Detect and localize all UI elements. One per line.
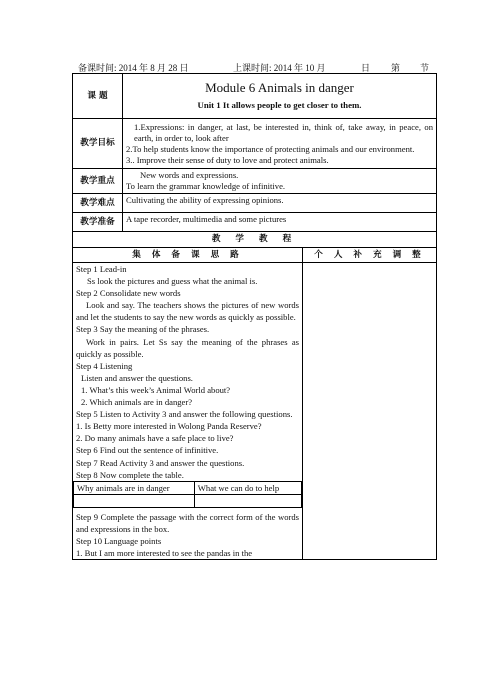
prep-row — [73, 213, 437, 232]
why-in-danger-header: Why animals are in danger — [74, 481, 195, 494]
objective-3: 3.. Improve their sense of duty to love and protect animals. — [126, 155, 329, 165]
prep-label: 教学准备 — [73, 213, 123, 232]
step-4-detail: Listen and answer the questions. — [81, 372, 193, 383]
step-2-detail: Look and say. The teachers shows the pictures of new words and let the students to say the new words as quickly as possible. — [76, 300, 299, 323]
difficult-row — [73, 194, 437, 213]
step-1: Step 1 Lead-in — [76, 264, 127, 274]
key-points-row — [73, 169, 437, 194]
step-8: Step 8 Now complete the table. — [76, 469, 184, 480]
key-points-label: 教学重点 — [73, 169, 123, 194]
module-title: Module 6 Animals in danger — [205, 80, 354, 95]
step-5: Step 5 Listen to Activity 3 and answer the following questions. — [76, 409, 293, 420]
class-section: 节 — [420, 63, 430, 73]
step-3: Step 3 Say the meaning of the phrases. — [76, 324, 210, 335]
collective-prep-header: 集 体 备 课 思 路 — [73, 248, 303, 263]
class-time: 上课时间: 2014 年 10 月 — [233, 63, 326, 73]
step-4-question-2: 2. Which animals are in danger? — [81, 397, 193, 408]
step-6: Step 6 Find out the sentence of infinitive. — [76, 445, 219, 456]
step-10: Step 10 Language points — [76, 535, 162, 546]
column-header-row — [73, 248, 437, 263]
step-10-point-1: 1. But I am more interested to see the pandas in the — [76, 547, 253, 558]
step-5-question-1: 1. Is Betty more interested in Wolong Panda Reserve? — [76, 421, 262, 432]
animals-table-header — [74, 481, 302, 494]
prep-materials: A tape recorder, multimedia and some pictures — [123, 213, 437, 232]
animals-table — [73, 481, 302, 508]
topic-label: 课 题 — [73, 74, 123, 119]
step-3-detail: Work in pairs. Let Ss say the meaning of the phrases as quickly as possible. — [76, 336, 299, 359]
difficult-point: Cultivating the ability of expressing opinions. — [123, 194, 437, 213]
objective-1: 1.Expressions: in danger, at last, be interested in, think of, take away, in peace, on earth, in order to, look after — [134, 122, 433, 143]
steps-row — [73, 263, 437, 560]
lesson-plan-table — [72, 73, 437, 560]
class-day: 日 — [361, 63, 371, 73]
what-we-can-do-header: What we can do to help — [194, 481, 301, 494]
step-7: Step 7 Read Activity 3 and answer the questions. — [76, 457, 245, 468]
topic-row — [73, 74, 437, 119]
personal-adjust-cell — [303, 263, 437, 560]
objectives-cell — [123, 119, 437, 169]
objective-2: 2.To help students know the importance of protecting animals and our environment. — [126, 144, 415, 154]
what-we-can-do-cell — [194, 494, 301, 507]
key-point-1: New words and expressions. — [140, 170, 239, 180]
why-in-danger-cell — [74, 494, 195, 507]
difficult-label: 教学难点 — [73, 194, 123, 213]
unit-title: Unit 1 It allows people to get closer to them. — [197, 100, 362, 110]
topic-cell — [123, 74, 437, 119]
prep-time: 备课时间: 2014 年 8 月 28 日 — [78, 63, 189, 73]
steps-cell — [73, 263, 303, 560]
personal-adjust-header: 个 人 补 充 调 整 — [303, 248, 437, 263]
step-5-question-2: 2. Do many animals have a safe place to live? — [76, 433, 234, 444]
objectives-row — [73, 119, 437, 169]
process-band-row — [73, 232, 437, 248]
step-9: Step 9 Complete the passage with the correct form of the words and expressions in the box. — [76, 511, 299, 534]
key-points-cell — [123, 169, 437, 194]
objectives-label: 教学目标 — [73, 119, 123, 169]
step-2: Step 2 Consolidate new words — [76, 288, 181, 299]
step-4-question-1: 1. What’s this week’s Animal World about? — [81, 384, 231, 395]
class-period: 第 — [391, 63, 401, 73]
key-point-2: To learn the grammar knowledge of infinitive. — [126, 181, 286, 191]
process-band: 教 学 教 程 — [73, 232, 437, 248]
animals-table-row — [74, 494, 302, 507]
step-4: Step 4 Listening — [76, 360, 133, 371]
step-1-detail: Ss look the pictures and guess what the animal is. — [87, 276, 258, 287]
